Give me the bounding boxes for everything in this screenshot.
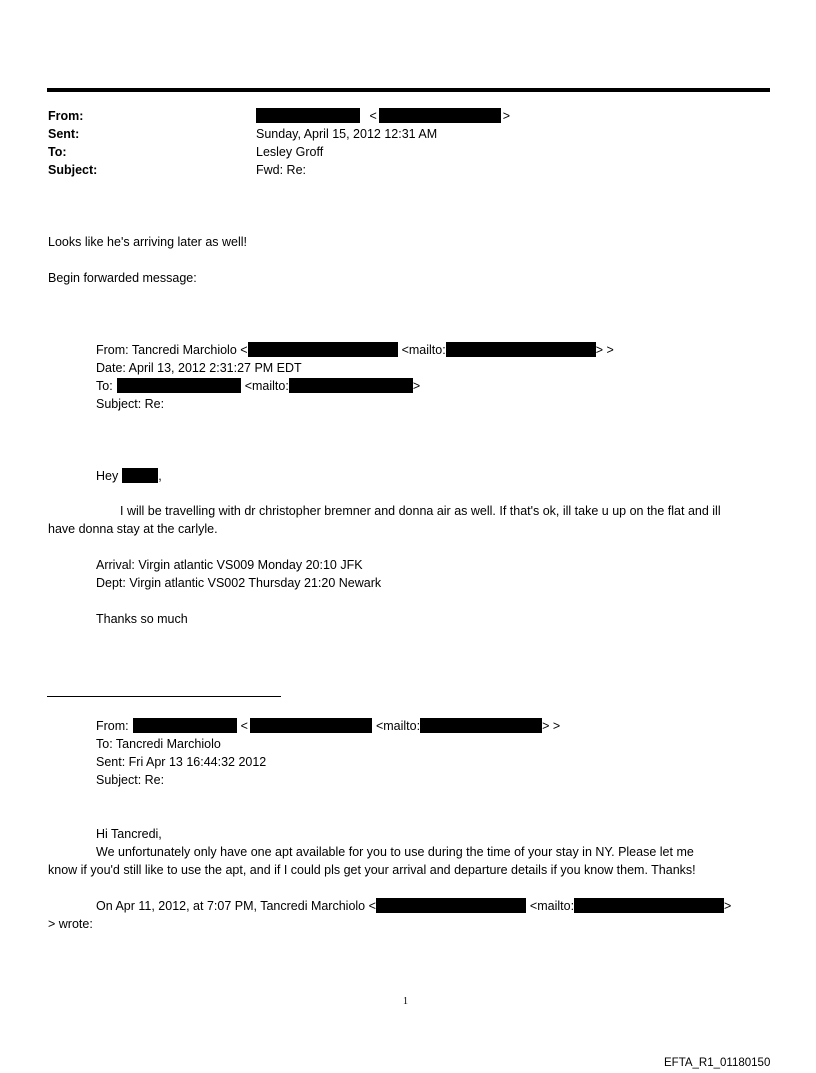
forward2-from-prefix: From:	[96, 719, 129, 733]
greeting-text: Hey	[96, 469, 119, 483]
quote-line	[96, 898, 731, 914]
forward2-from	[96, 718, 560, 734]
redaction	[379, 108, 501, 123]
sent-value: Sunday, April 15, 2012 12:31 AM	[256, 127, 438, 141]
forward1-to	[96, 378, 420, 394]
redaction	[289, 378, 413, 393]
header-rule	[47, 88, 770, 92]
quote-mailto: <mailto:	[529, 899, 575, 913]
forward2-from-end: > >	[542, 719, 561, 733]
redaction	[446, 342, 596, 357]
dept-line: Dept: Virgin atlantic VS002 Thursday 21:20 Newark	[96, 576, 382, 590]
forward1-to-end: >	[412, 379, 421, 393]
redaction	[133, 718, 237, 733]
redaction	[122, 468, 158, 483]
sent-label: Sent:	[48, 127, 80, 141]
forward1-from-end: > >	[595, 343, 614, 357]
intro-text: Looks like he's arriving later as well!	[48, 235, 247, 249]
from-gt: >	[502, 109, 511, 123]
forward2-subject: Subject: Re:	[96, 773, 165, 787]
redaction	[420, 718, 542, 733]
forward1-to-mailto: <mailto:	[244, 379, 289, 393]
thanks-line: Thanks so much	[96, 612, 188, 626]
greeting-comma: ,	[158, 469, 162, 483]
forward1-from-mailto: <mailto:	[401, 343, 446, 357]
separator-rule	[47, 696, 281, 697]
redaction	[376, 898, 526, 913]
to-value: Lesley Groff	[256, 145, 324, 159]
redaction	[250, 718, 372, 733]
forward1-date: Date: April 13, 2012 2:31:27 PM EDT	[96, 361, 302, 375]
redaction	[117, 378, 241, 393]
redaction	[248, 342, 398, 357]
arrival-line: Arrival: Virgin atlantic VS009 Monday 20:10 JFK	[96, 558, 363, 572]
forward1-subject: Subject: Re:	[96, 397, 165, 411]
from-label: From:	[48, 109, 84, 123]
forward1-from	[96, 342, 614, 358]
document-id: EFTA_R1_01180150	[664, 1057, 771, 1069]
message2-para-line1: We unfortunately only have one apt available for you to use during the time of your stay in NY. Please let me	[96, 845, 694, 859]
message1-para-line2: have donna stay at the carlyle.	[48, 522, 218, 536]
redaction	[256, 108, 360, 123]
forward2-from-mailto: <mailto:	[375, 719, 421, 733]
quote-prefix: On Apr 11, 2012, at 7:07 PM, Tancredi Marchiolo <	[96, 899, 376, 913]
subject-label: Subject:	[48, 163, 98, 177]
page-number: 1	[403, 996, 408, 1007]
forward2-from-lt: <	[240, 719, 248, 733]
message1-para-line1: I will be travelling with dr christopher bremner and donna air as well. If that's ok, ill take u up on the flat and ill	[120, 504, 721, 518]
message1-greeting	[96, 468, 162, 484]
message2-para-line2: know if you'd still like to use the apt, and if I could pls get your arrival and departure details if you know them. Thanks!	[48, 863, 696, 877]
from-lt: <	[369, 109, 377, 123]
from-value	[256, 108, 510, 124]
wrote-line: > wrote:	[48, 917, 93, 931]
quote-end: >	[724, 899, 732, 913]
forward1-from-prefix: From: Tancredi Marchiolo <	[96, 343, 248, 357]
forward2-sent: Sent: Fri Apr 13 16:44:32 2012	[96, 755, 267, 769]
to-label: To:	[48, 145, 67, 159]
forward2-to: To: Tancredi Marchiolo	[96, 737, 221, 751]
redaction	[574, 898, 724, 913]
forward1-to-prefix: To:	[96, 379, 113, 393]
begin-forwarded: Begin forwarded message:	[48, 271, 197, 285]
subject-value: Fwd: Re:	[256, 163, 307, 177]
message2-greeting: Hi Tancredi,	[96, 827, 162, 841]
